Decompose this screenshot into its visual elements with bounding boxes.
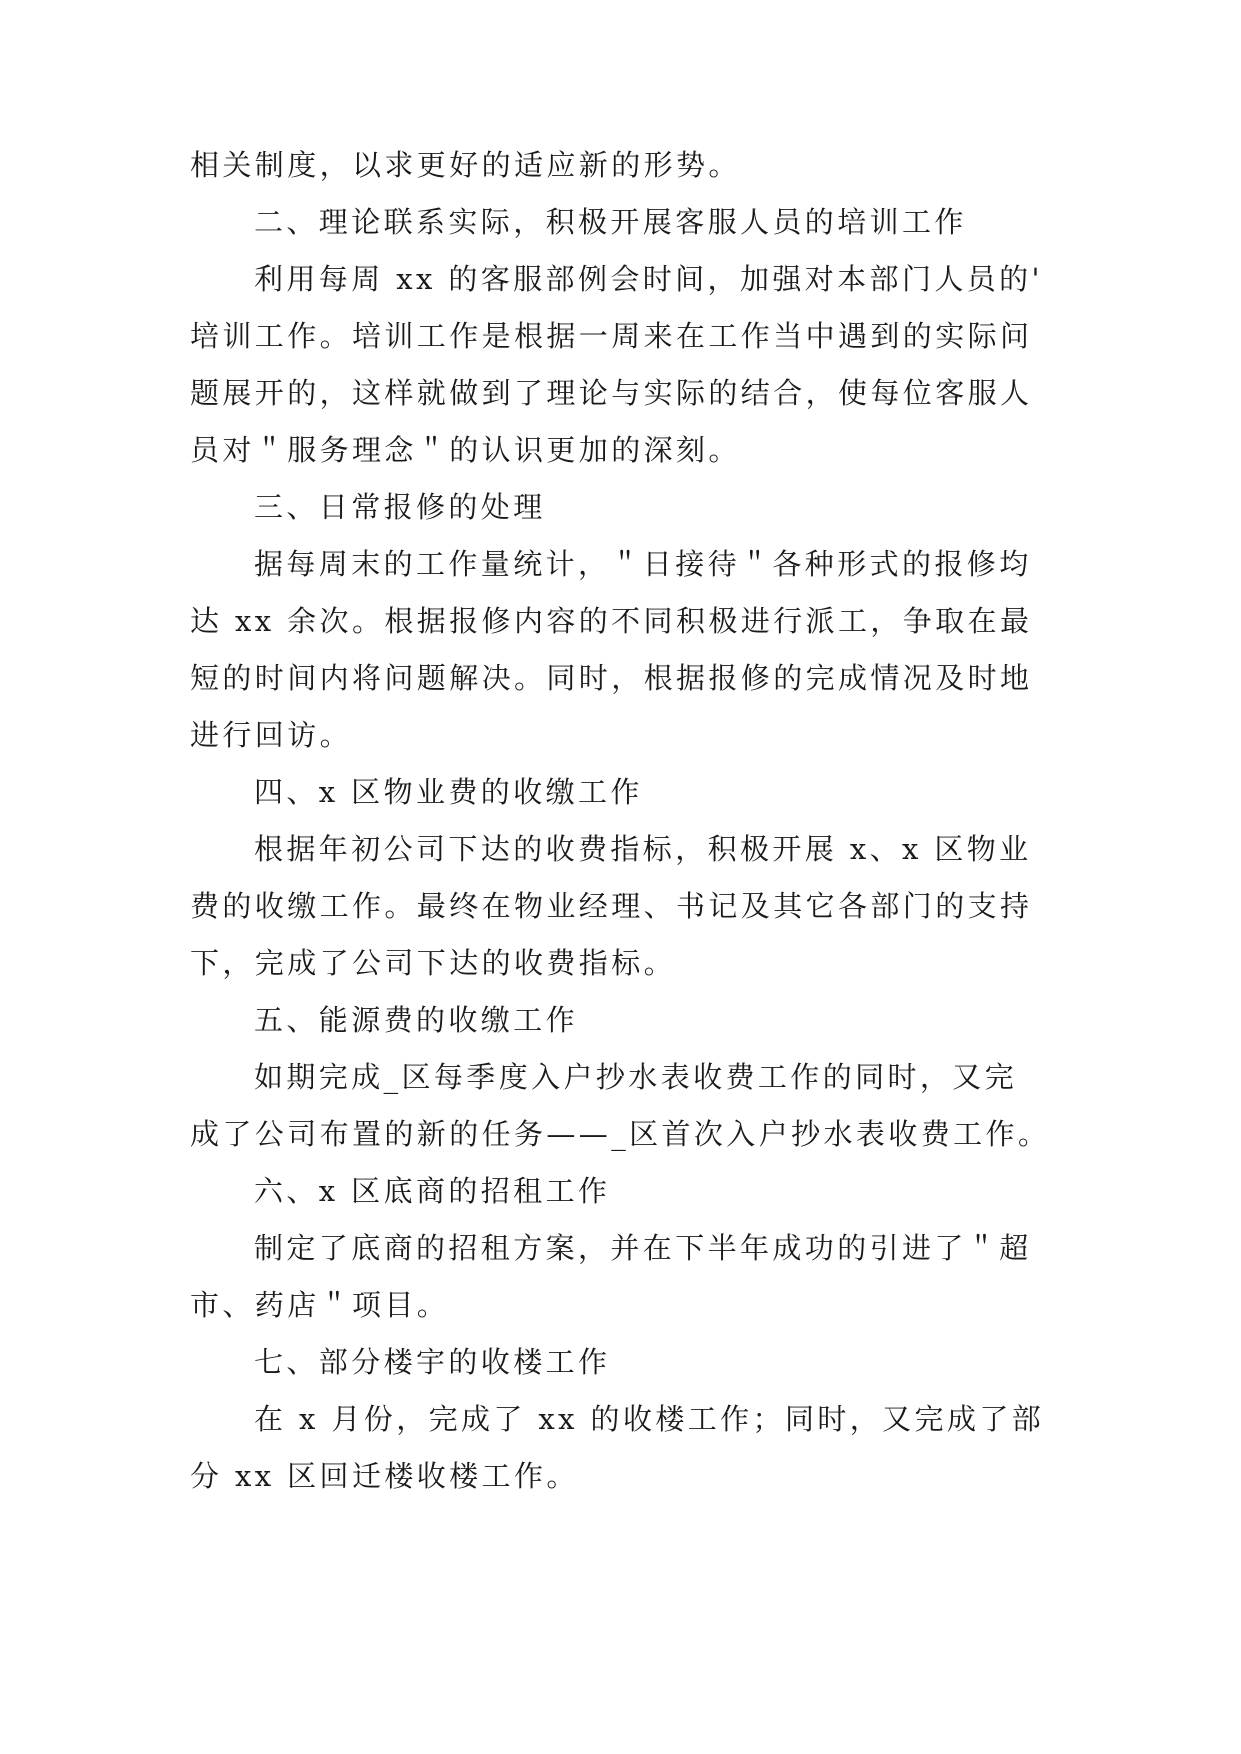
paragraph-first-line: 如期完成_区每季度入户抄水表收费工作的同时，又完 <box>254 1060 1018 1094</box>
body-line: 市、药店＂项目。 <box>190 1288 450 1322</box>
paragraph-first-line: 在 x 月份，完成了 xx 的收楼工作；同时，又完成了部 <box>254 1402 1045 1436</box>
body-line: 分 xx 区回迁楼收楼工作。 <box>190 1459 579 1493</box>
body-line: 培训工作。培训工作是根据一周来在工作当中遇到的实际问 <box>190 319 1033 353</box>
body-line: 费的收缴工作。最终在物业经理、书记及其它各部门的支持 <box>190 889 1033 923</box>
section-heading: 二、理论联系实际，积极开展客服人员的培训工作 <box>254 205 967 239</box>
section-heading: 六、x 区底商的招租工作 <box>254 1174 611 1208</box>
paragraph-first-line: 制定了底商的招租方案，并在下半年成功的引进了＂超 <box>254 1231 1032 1265</box>
paragraph-first-line: 根据年初公司下达的收费指标，积极开展 x、x 区物业 <box>254 832 1032 866</box>
body-line: 相关制度，以求更好的适应新的形势。 <box>190 148 741 182</box>
body-line: 进行回访。 <box>190 718 353 752</box>
section-heading: 五、能源费的收缴工作 <box>254 1003 579 1037</box>
paragraph-first-line: 据每周末的工作量统计，＂日接待＂各种形式的报修均 <box>254 547 1032 581</box>
body-line: 成了公司布置的新的任务——_区首次入户抄水表收费工作。 <box>190 1117 1051 1151</box>
body-line: 题展开的，这样就做到了理论与实际的结合，使每位客服人 <box>190 376 1033 410</box>
section-heading: 四、x 区物业费的收缴工作 <box>254 775 643 809</box>
section-heading: 七、部分楼宇的收楼工作 <box>254 1345 611 1379</box>
body-line: 下，完成了公司下达的收费指标。 <box>190 946 677 980</box>
body-line: 短的时间内将问题解决。同时，根据报修的完成情况及时地 <box>190 661 1033 695</box>
body-line: 达 xx 余次。根据报修内容的不同积极进行派工，争取在最 <box>190 604 1033 638</box>
section-heading: 三、日常报修的处理 <box>254 490 546 524</box>
body-line: 员对＂服务理念＂的认识更加的深刻。 <box>190 433 741 467</box>
paragraph-first-line: 利用每周 xx 的客服部例会时间，加强对本部门人员的' <box>254 262 1043 296</box>
